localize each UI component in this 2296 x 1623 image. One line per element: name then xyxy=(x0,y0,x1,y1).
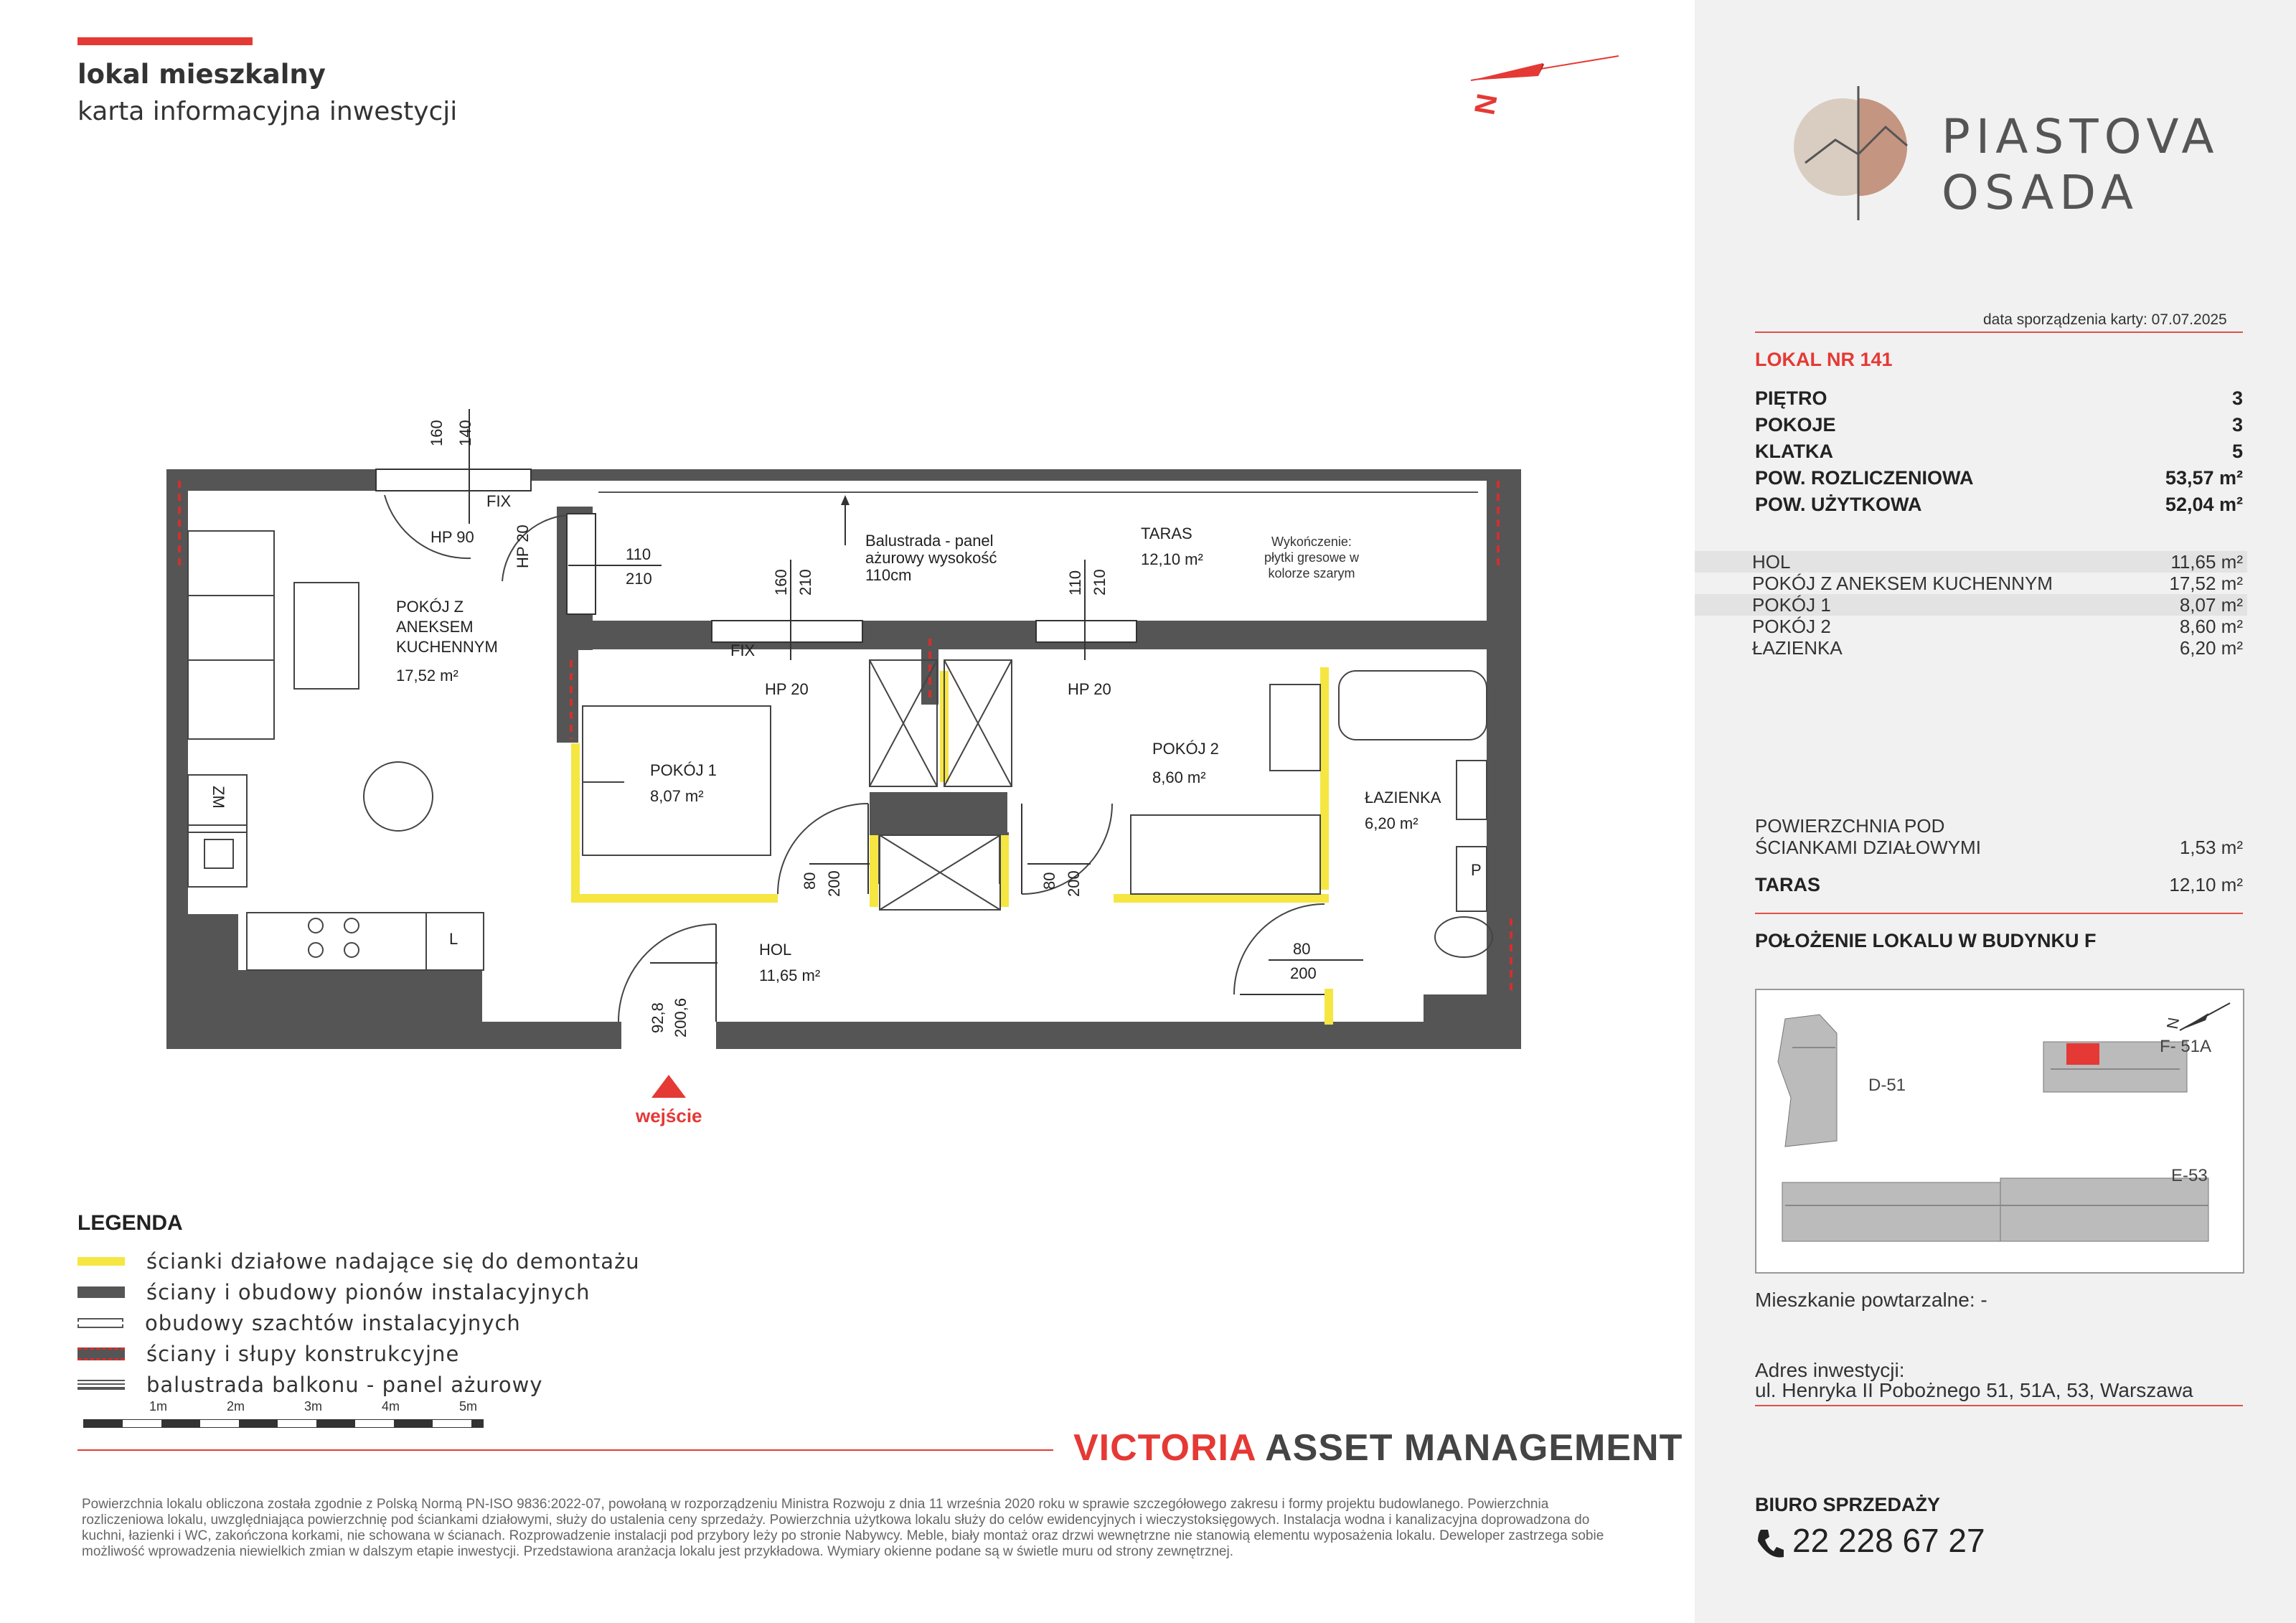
legend-swatch-shaft xyxy=(77,1318,123,1328)
dim-text: 80 xyxy=(801,872,819,890)
room-label: HOL xyxy=(1752,550,1791,573)
room-label: POKÓJ 1 xyxy=(1752,593,1831,616)
svg-text:N: N xyxy=(1469,91,1504,118)
company-name xyxy=(1073,1426,1683,1469)
room-row xyxy=(1695,616,2247,637)
room-name: ŁAZIENKA xyxy=(1365,789,1441,806)
specs-table xyxy=(1755,387,2243,520)
dim-text: 160 xyxy=(772,569,790,596)
room-name: ANEKSEM xyxy=(396,618,474,636)
spec-label: PIĘTRO xyxy=(1755,387,1827,409)
legend-swatch-structural xyxy=(77,1347,125,1360)
hp20-label: HP 20 xyxy=(765,680,809,698)
room-name: HOL xyxy=(759,941,792,959)
dim-text: 92,8 xyxy=(649,1002,667,1033)
page-subtitle: karta informacyjna inwestycji xyxy=(77,97,458,126)
room-row xyxy=(1695,637,2247,659)
balustrade-note xyxy=(865,532,997,584)
dim-text: 140 xyxy=(456,420,474,446)
site-map xyxy=(1755,989,2244,1274)
room-area: 11,65 m² xyxy=(759,966,821,984)
taras-label: TARAS xyxy=(1755,874,1820,895)
dim-text: 200 xyxy=(1065,870,1083,897)
legal-footnote: Powierzchnia lokalu obliczona została zgodnie z Polską Normą PN-ISO 9836:2022-07, powołaną w rozporządzeniu Ministra Rozwoju z dnia 11 września 2020 roku w sprawie szczegółowego zakresu i formy projektu budowlanego. Powierzchnia rozliczeniowa lokalu, uwzględniająca powierzchnię pod ściankami działowymi, służy do ustalenia ceny sprzedaży. Powierzchnia użytkowa lokalu służy do celów ewidencyjnych i wieczystoksięgowych. Instalacja wodna i kanalizacyjna doprowadzona do kuchni, łazienki i WC, zakończona korkami, nie schowana w ścianach. Rozprowadzenie instalacji pod przybory leży po stronie Nabywcy. Meble, biały montaż oraz drzwi wewnętrzne nie stanowią elementu wyposażenia lokalu. Deweloper zastrzega sobie możliwość wprowadzenia niewielkich zmian w dalszym etapie inwestycji. Przedstawiona aranżacja lokalu jest przykładowa. Wymiary okienne podane są w świetle muru od strony zewnętrznej. xyxy=(82,1497,1604,1559)
scale-label: 5m xyxy=(459,1399,478,1413)
site-label-f: F- 51A xyxy=(2160,1037,2212,1056)
fix-label: FIX xyxy=(730,641,756,659)
dim-text: 110 xyxy=(626,545,651,563)
room-name: POKÓJ Z xyxy=(396,598,464,616)
spec-value: 5 xyxy=(2231,441,2243,462)
entrance-label: wejście xyxy=(636,1105,702,1126)
room-value: 11,65 m² xyxy=(2170,550,2243,573)
room-name: POKÓJ 2 xyxy=(1152,740,1219,758)
room-name: TARAS xyxy=(1141,524,1192,542)
terrace-label xyxy=(1141,521,1203,573)
room-name: POKÓJ 1 xyxy=(650,761,717,779)
lokal-number: LOKAL NR 141 xyxy=(1755,349,1893,370)
room-value: 6,20 m² xyxy=(2179,636,2243,659)
room-area: 8,07 m² xyxy=(650,787,704,805)
spec-label: POW. ROZLICZENIOWA xyxy=(1755,467,1974,489)
room-living-label xyxy=(396,597,498,686)
site-plan-drawing xyxy=(1756,990,2243,1272)
room-2-label xyxy=(1152,735,1219,792)
scale-label: 3m xyxy=(304,1399,323,1413)
brand-name-line1: PIASTOVA xyxy=(1942,109,2220,164)
legend-text: ściany i obudowy pionów instalacyjnych xyxy=(146,1279,591,1304)
spec-row xyxy=(1755,467,2243,494)
spec-value: 3 xyxy=(2231,414,2243,436)
entrance-arrow-icon xyxy=(651,1075,686,1098)
scale-label: 4m xyxy=(382,1399,400,1413)
scale-label: 2m xyxy=(227,1399,245,1413)
legend-item xyxy=(77,1369,640,1400)
room-label: POKÓJ Z ANEKSEM KUCHENNYM xyxy=(1752,572,2053,594)
scale-labels xyxy=(83,1399,482,1416)
divider xyxy=(1755,913,2243,914)
site-label-e: E-53 xyxy=(2171,1166,2208,1185)
dim-text: 200 xyxy=(825,870,843,897)
location-title: POŁOŻENIE LOKALU W BUDYNKU F xyxy=(1755,930,2097,951)
room-area: 8,60 m² xyxy=(1152,768,1206,786)
phone-number[interactable]: 22 228 67 27 xyxy=(1792,1522,1985,1559)
room-label: ŁAZIENKA xyxy=(1752,636,1843,659)
legend-title: LEGENDA xyxy=(77,1211,183,1235)
legend-swatch-railing xyxy=(77,1380,125,1390)
legend-item xyxy=(77,1276,640,1307)
spec-row xyxy=(1755,494,2243,520)
hp20-label: HP 20 xyxy=(514,524,532,568)
spec-row xyxy=(1755,441,2243,467)
note-line: Wykończenie: xyxy=(1271,535,1352,549)
room-row xyxy=(1695,573,2247,594)
note-line: kolorze szarym xyxy=(1268,566,1355,580)
brand-name-line2: OSADA xyxy=(1942,165,2140,220)
site-label-d: D-51 xyxy=(1868,1076,1906,1095)
scale-bar xyxy=(83,1419,484,1428)
room-value: 8,60 m² xyxy=(2179,615,2243,637)
spec-label: POKOJE xyxy=(1755,414,1836,436)
svg-text:N: N xyxy=(2163,1016,2183,1031)
brand-logo-icon xyxy=(1792,83,1921,226)
room-name: KUCHENNYM xyxy=(396,638,498,656)
room-area: 17,52 m² xyxy=(396,667,458,685)
finish-note xyxy=(1248,534,1375,581)
room-area: 12,10 m² xyxy=(1141,550,1203,568)
address-label: Adres inwestycji: xyxy=(1755,1359,1905,1381)
footer-divider xyxy=(77,1449,1053,1451)
hp20-label: HP 20 xyxy=(1068,680,1111,698)
p-label: P xyxy=(1471,861,1482,879)
repeat-info: Mieszkanie powtarzalne: - xyxy=(1755,1289,1987,1311)
office-label: BIURO SPRZEDAŻY xyxy=(1755,1494,1941,1515)
legend-swatch-installation xyxy=(77,1286,125,1298)
spec-value: 3 xyxy=(2231,387,2243,409)
company-name-part2: ASSET MANAGEMENT xyxy=(1265,1427,1683,1469)
spec-label: POW. UŻYTKOWA xyxy=(1755,494,1922,515)
legend-text: balustrada balkonu - panel ażurowy xyxy=(146,1372,543,1397)
legend-text: obudowy szachtów instalacyjnych xyxy=(145,1310,521,1335)
dim-text: 80 xyxy=(1293,940,1311,958)
hall-label xyxy=(759,937,820,989)
note-line: ażurowy wysokość xyxy=(865,549,997,567)
card-date: data sporządzenia karty: 07.07.2025 xyxy=(1983,311,2227,328)
spec-value: 53,57 m² xyxy=(2165,467,2243,489)
partition-label: POWIERZCHNIA POD xyxy=(1755,815,1945,837)
hp90-label: HP 90 xyxy=(430,528,474,546)
l-label: L xyxy=(449,930,458,948)
partition-value: 1,53 m² xyxy=(2179,837,2243,858)
dim-text: 210 xyxy=(796,569,814,596)
fix-label: FIX xyxy=(486,492,512,510)
divider xyxy=(1755,1405,2243,1406)
note-line: Balustrada - panel xyxy=(865,532,994,550)
divider xyxy=(1755,331,2243,333)
furniture xyxy=(188,531,1492,970)
dim-text: 200,6 xyxy=(672,997,690,1038)
page-title: lokal mieszkalny xyxy=(77,59,326,90)
dim-text: 160 xyxy=(428,420,446,446)
rooms-table xyxy=(1695,551,2247,659)
door-leaves xyxy=(716,804,1325,1022)
legend-item xyxy=(77,1246,640,1276)
room-value: 8,07 m² xyxy=(2179,593,2243,616)
taras-value: 12,10 m² xyxy=(2169,874,2243,895)
dim-text: 210 xyxy=(1091,569,1109,596)
spec-label: KLATKA xyxy=(1755,441,1833,462)
room-1-label xyxy=(650,758,717,809)
dim-text: 210 xyxy=(626,570,652,588)
spec-row xyxy=(1755,414,2243,441)
note-line: płytki gresowe w xyxy=(1264,550,1360,565)
legend xyxy=(77,1246,640,1400)
room-value: 17,52 m² xyxy=(2169,572,2243,594)
spec-row xyxy=(1755,387,2243,414)
dim-text: 80 xyxy=(1040,872,1058,890)
room-area: 6,20 m² xyxy=(1365,814,1418,832)
room-label: POKÓJ 2 xyxy=(1752,615,1831,637)
address: ul. Henryka II Pobożnego 51, 51A, 53, Warszawa xyxy=(1755,1379,2193,1401)
dim-text: 200 xyxy=(1290,964,1317,982)
legend-text: ściany i słupy konstrukcyjne xyxy=(146,1341,460,1366)
scale-label: 1m xyxy=(149,1399,168,1413)
zm-label: ZM xyxy=(209,786,227,809)
phone-icon xyxy=(1755,1527,1784,1563)
legend-item xyxy=(77,1307,640,1338)
spec-value: 52,04 m² xyxy=(2165,494,2243,515)
legend-swatch-partition xyxy=(77,1257,125,1266)
legend-text: ścianki działowe nadające się do demontażu xyxy=(146,1248,640,1274)
room-row xyxy=(1695,551,2247,573)
note-line: 110cm xyxy=(865,566,912,584)
dim-text: 110 xyxy=(1066,570,1084,596)
partition-walls xyxy=(571,667,1333,1025)
company-name-part1: VICTORIA xyxy=(1073,1427,1256,1469)
bathroom-label xyxy=(1365,785,1441,837)
legend-item xyxy=(77,1338,640,1369)
partition-label-2: ŚCIANKAMI DZIAŁOWYMI xyxy=(1755,837,1981,858)
room-row xyxy=(1695,594,2247,616)
